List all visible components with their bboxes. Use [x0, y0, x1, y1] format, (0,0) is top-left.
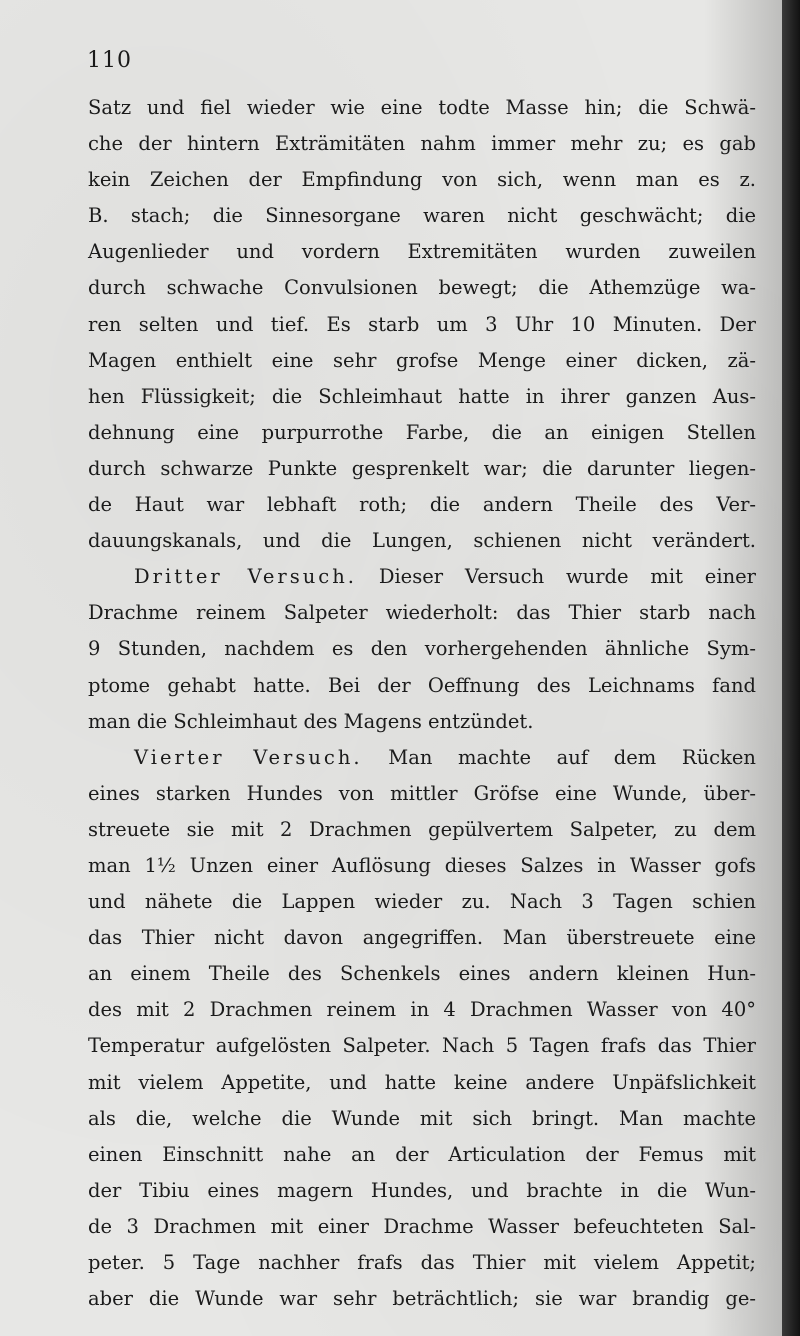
heading-fourth-experiment: Vierter Versuch. — [134, 745, 363, 769]
text-line: ptome gehabt hatte. Bei der Oeffnung des Leichnams fand — [88, 673, 756, 697]
text-line: Magen enthielt eine sehr grofse Menge einer dicken, zä- — [88, 348, 756, 372]
heading-third-experiment: Dritter Versuch. — [134, 565, 357, 589]
text-segment: Dieser Versuch wurde mit einer — [378, 565, 756, 589]
text-line: 9 Stunden, nachdem es den vorhergehenden ähnliche Sym- — [88, 637, 756, 661]
book-gutter-edge — [782, 0, 800, 1336]
text-line: Augenlieder und vordern Extremitäten wurden zuweilen — [88, 240, 756, 264]
text-line: mit vielem Appetite, und hatte keine andere Unpäfslichkeit — [88, 1070, 756, 1094]
text-line: der Tibiu eines magern Hundes, und brachte in die Wun- — [88, 1178, 756, 1202]
body-text — [88, 90, 756, 1317]
text-line: kein Zeichen der Empfindung von sich, wenn man es z. — [88, 168, 756, 192]
text-line: dehnung eine purpurrothe Farbe, die an einigen Stellen — [88, 420, 756, 444]
text-line: des mit 2 Drachmen reinem in 4 Drachmen Wasser von 40° — [88, 998, 756, 1022]
text-line: und nähete die Lappen wieder zu. Nach 3 Tagen schien — [88, 890, 756, 914]
text-line: das Thier nicht davon angegriffen. Man überstreuete eine — [88, 926, 756, 950]
paragraph-start-fourth-experiment — [88, 740, 756, 776]
text-line: ren selten und tief. Es starb um 3 Uhr 10 Minuten. Der — [88, 312, 756, 336]
text-line: streuete sie mit 2 Drachmen gepülvertem Salpeter, zu dem — [88, 817, 756, 841]
text-line: als die, welche die Wunde mit sich bringt. Man machte — [88, 1106, 756, 1130]
text-line: peter. 5 Tage nachher frafs das Thier mit vielem Appetit; — [88, 1251, 756, 1274]
text-line: hen Flüssigkeit; die Schleimhaut hatte in ihrer ganzen Aus- — [88, 384, 756, 408]
page-number: 110 — [87, 48, 132, 73]
text-line: durch schwache Convulsionen bewegt; die Athemzüge wa- — [88, 276, 756, 300]
text-line: man die Schleimhaut des Magens entzündet. — [88, 709, 534, 733]
text-line: Satz und fiel wieder wie eine todte Masse hin; die Schwä- — [88, 96, 756, 119]
text-line: durch schwarze Punkte gesprenkelt war; die darunter liegen- — [88, 456, 756, 480]
text-line: B. stach; die Sinnesorgane waren nicht geschwächt; die — [88, 204, 756, 228]
text-line: Drachme reinem Salpeter wiederholt: das Thier starb nach — [88, 601, 756, 625]
text-line: de 3 Drachmen mit einer Drachme Wasser befeuchteten Sal- — [88, 1214, 756, 1238]
text-line: che der hintern Exträmitäten nahm immer mehr zu; es gab — [88, 132, 756, 156]
paragraph-start-third-experiment — [88, 559, 756, 595]
text-line: Temperatur aufgelösten Salpeter. Nach 5 Tagen frafs das Thier — [88, 1034, 756, 1058]
text-line: dauungskanals, und die Lungen, schienen nicht verändert. — [88, 529, 756, 553]
text-line: aber die Wunde war sehr beträchtlich; sie war brandig ge- — [88, 1287, 756, 1311]
text-line: an einem Theile des Schenkels eines andern kleinen Hun- — [88, 962, 756, 986]
text-line: man 1½ Unzen einer Auflösung dieses Salzes in Wasser gofs — [88, 853, 756, 877]
text-line: de Haut war lebhaft roth; die andern Theile des Ver- — [88, 493, 756, 517]
text-line: einen Einschnitt nahe an der Articulation der Femus mit — [88, 1142, 756, 1166]
text-line: eines starken Hundes von mittler Gröfse eine Wunde, über- — [88, 781, 756, 805]
text-segment: Man machte auf dem Rücken — [388, 745, 756, 769]
